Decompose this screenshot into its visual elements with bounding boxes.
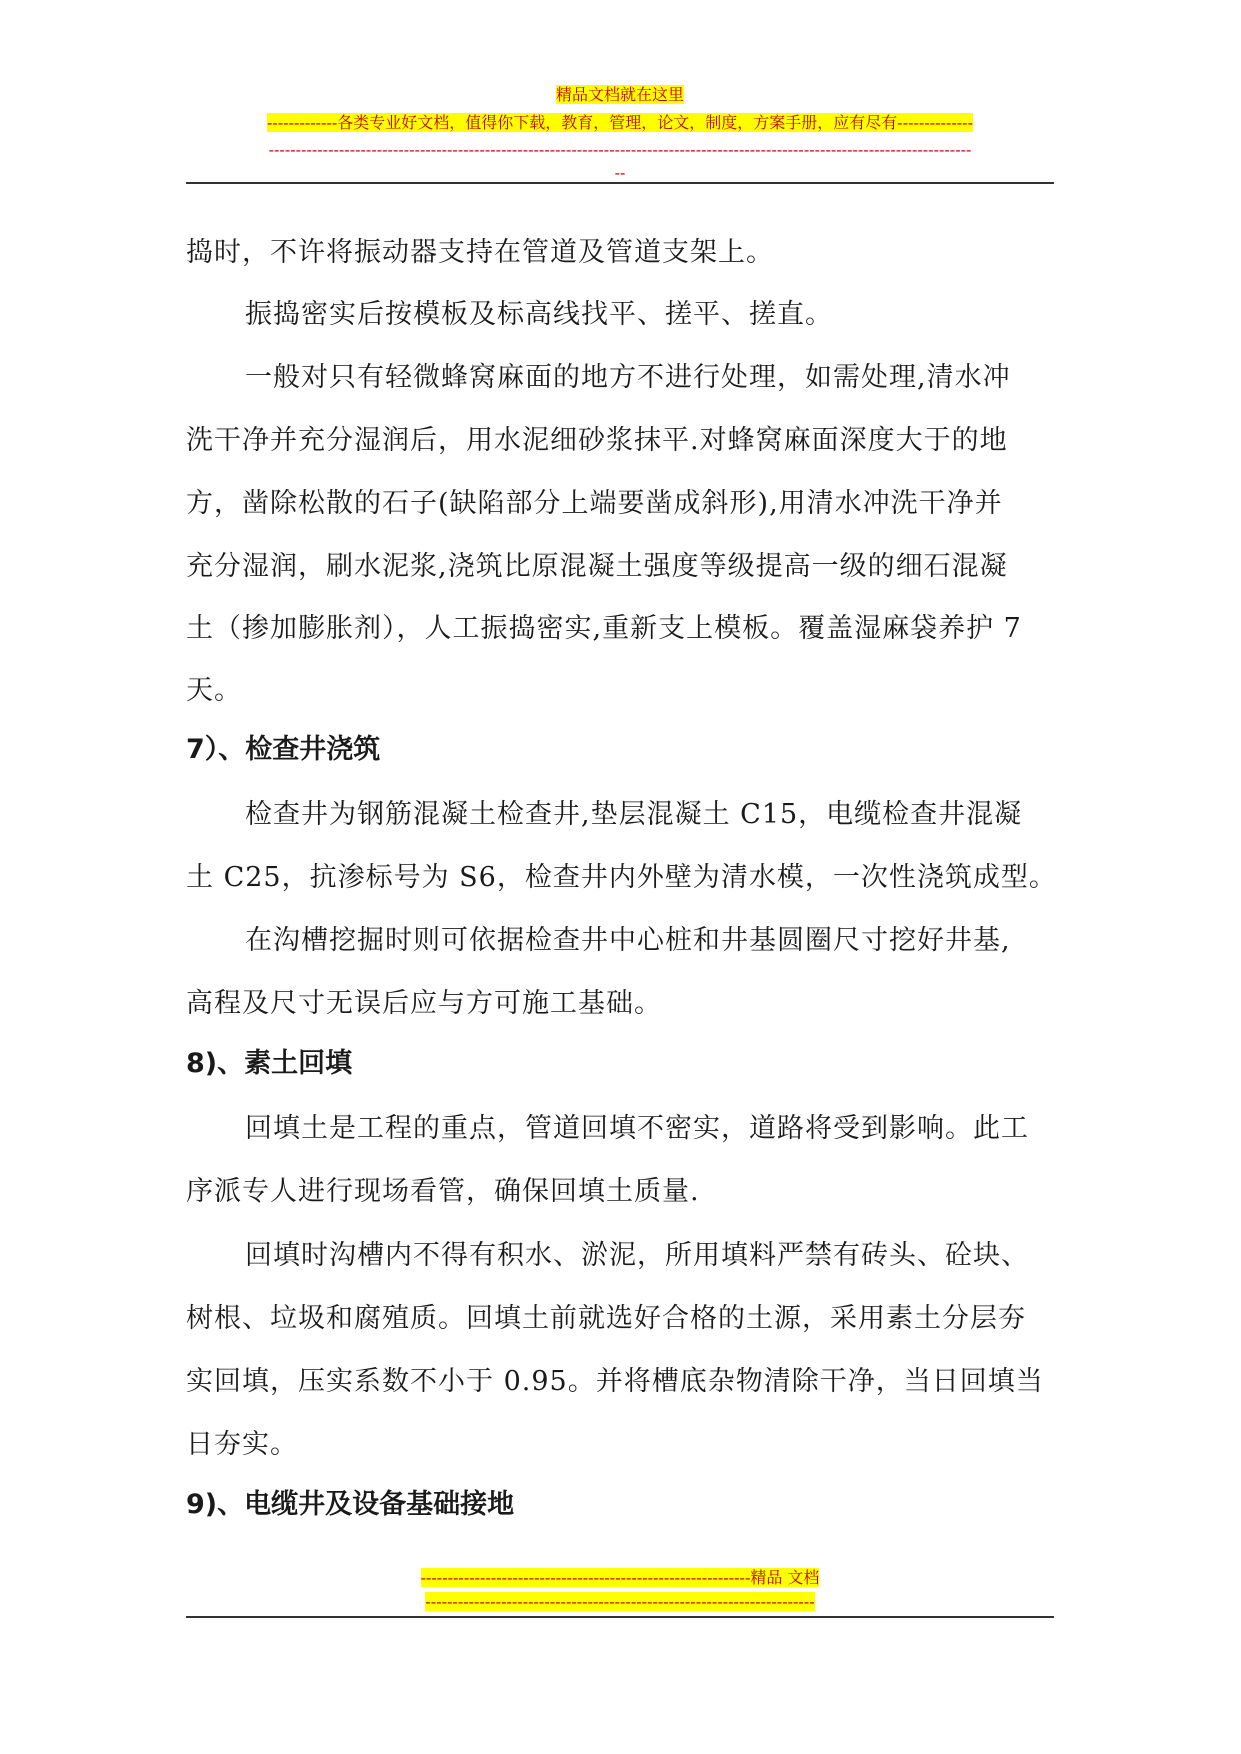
body-line: 日夯实。 bbox=[186, 1429, 298, 1460]
body-line: 捣时，不许将振动器支持在管道及管道支架上。 bbox=[186, 237, 774, 268]
footer-rule bbox=[186, 1616, 1054, 1618]
body-line: 树根、垃圾和腐殖质。回填土前就选好合格的土源，采用素土分层夯 bbox=[186, 1303, 1026, 1334]
body-line: 一般对只有轻微蜂窝麻面的地方不进行处理，如需处理,清水冲 bbox=[245, 362, 1011, 393]
body-line: 高程及尺寸无误后应与方可施工基础。 bbox=[186, 988, 662, 1019]
body-line: 方，凿除松散的石子(缺陷部分上端要凿成斜形),用清水冲洗干净并 bbox=[186, 488, 1003, 519]
header-tagline: -------------各类专业好文档，值得你下载，教育，管理，论文，制度，方案手册，应有尽有-------------- bbox=[267, 113, 973, 132]
body-line: 天。 bbox=[186, 675, 242, 706]
body-line: 回填时沟槽内不得有积水、淤泥，所用填料严禁有砖头、砼块、 bbox=[245, 1240, 1029, 1271]
footer-line-1: -------------------------------------------------------------精品 文档 bbox=[420, 1568, 820, 1587]
header-dash-line: ---------------------------------------------------------------------------------------------------------------------------------- bbox=[268, 140, 972, 159]
body-line: 土（掺加膨胀剂），人工振捣密实,重新支上模板。覆盖湿麻袋养护 7 bbox=[186, 613, 1022, 644]
section-heading-grounding: 9)、电缆井及设备基础接地 bbox=[186, 1489, 515, 1520]
section-heading-backfill: 8)、素土回填 bbox=[186, 1048, 353, 1079]
footer-line-2: ------------------------------------------------------------------------ bbox=[425, 1592, 815, 1611]
body-line: 洗干净并充分湿润后，用水泥细砂浆抹平.对蜂窝麻面深度大于的地 bbox=[186, 425, 1008, 456]
body-line: 检查井为钢筋混凝土检查井,垫层混凝土 C15，电缆检查井混凝 bbox=[245, 799, 1023, 830]
body-line: 序派专人进行现场看管，确保回填土质量. bbox=[186, 1176, 700, 1207]
body-line: 在沟槽挖掘时则可依据检查井中心桩和井基圆圈尺寸挖好井基, bbox=[245, 925, 1011, 956]
header-rule bbox=[186, 182, 1054, 184]
body-line: 振捣密实后按模板及标高线找平、搓平、搓直。 bbox=[245, 299, 833, 330]
body-line: 回填土是工程的重点，管道回填不密实，道路将受到影响。此工 bbox=[245, 1113, 1029, 1144]
body-line: 土 C25，抗渗标号为 S6，检查井内外壁为清水模，一次性浇筑成型。 bbox=[186, 862, 1057, 893]
header-dash-tail: -- bbox=[614, 163, 626, 182]
body-line: 实回填，压实系数不小于 0.95。并将槽底杂物清除干净，当日回填当 bbox=[186, 1366, 1044, 1397]
body-line: 充分湿润，刷水泥浆,浇筑比原混凝土强度等级提高一级的细石混凝 bbox=[186, 551, 1008, 582]
section-heading-manhole-casting: 7）、检查井浇筑 bbox=[186, 734, 381, 765]
header-title: 精品文档就在这里 bbox=[555, 85, 684, 104]
